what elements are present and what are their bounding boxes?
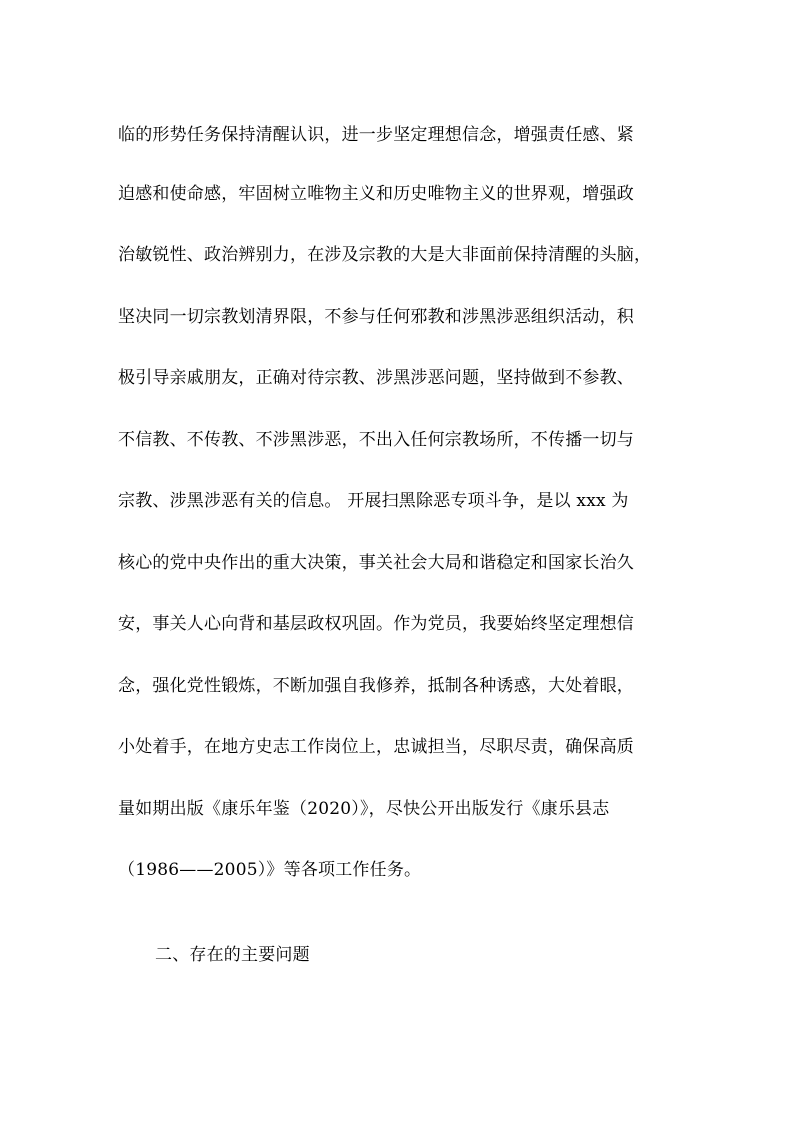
section-heading: 二、存在的主要问题 bbox=[155, 945, 310, 965]
body-text-line: 小处着手，在地方史志工作岗位上，忠诚担当，尽职尽责，确保高质 bbox=[118, 737, 634, 757]
body-text-line: 量如期出版《康乐年鉴（2020）》，尽快公开出版发行《康乐县志 bbox=[118, 799, 610, 819]
body-text-line: 安，事关人心向背和基层政权巩固。作为党员，我要始终坚定理想信 bbox=[118, 614, 634, 634]
body-text-line: 念，强化党性锻炼，不断加强自我修养，抵制各种诱惑，大处着眼， bbox=[118, 676, 634, 696]
body-text-line: 宗教、涉黑涉恶有关的信息。 开展扫黑除恶专项斗争，是以 xxx 为 bbox=[118, 491, 629, 511]
body-text-line: 坚决同一切宗教划清界限，不参与任何邪教和涉黑涉恶组织活动，积 bbox=[118, 307, 634, 327]
body-text-line: 迫感和使命感，牢固树立唯物主义和历史唯物主义的世界观，增强政 bbox=[118, 184, 634, 204]
body-text-line: 极引导亲戚朋友，正确对待宗教、涉黑涉恶问题，坚持做到不参教、 bbox=[118, 368, 634, 388]
body-text-line: 临的形势任务保持清醒认识，进一步坚定理想信念，增强责任感、紧 bbox=[118, 125, 634, 145]
body-text-line: 不信教、不传教、不涉黑涉恶，不出入任何宗教场所，不传播一切与 bbox=[118, 430, 634, 450]
body-text-line: 核心的党中央作出的重大决策，事关社会大局和谐稳定和国家长治久 bbox=[118, 553, 634, 573]
body-text-line: （1986——2005）》等各项工作任务。 bbox=[118, 860, 422, 880]
body-text-line: 治敏锐性、政治辨别力，在涉及宗教的大是大非面前保持清醒的头脑， bbox=[118, 245, 652, 265]
